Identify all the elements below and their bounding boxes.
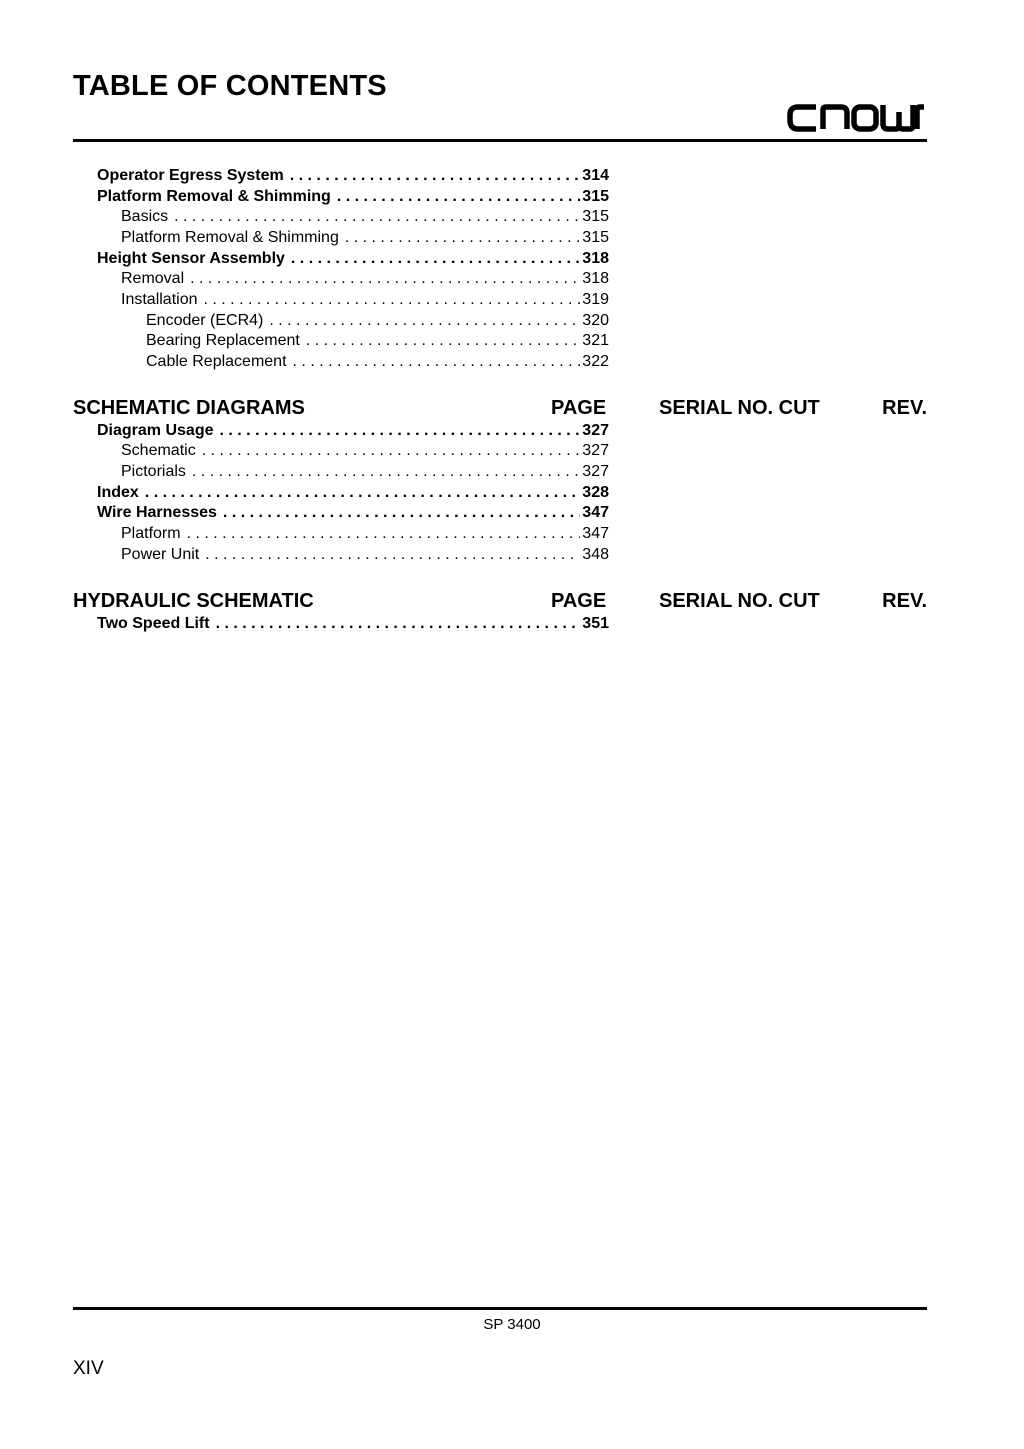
dot-leader [202,441,581,461]
toc-entry-label: Installation [121,291,198,308]
dot-leader [204,290,581,310]
dot-leader [291,249,580,269]
toc-entry-page: 315 [582,208,609,225]
toc-entry[interactable] [97,614,609,634]
dot-leader [337,187,580,207]
toc-entry-page: 315 [582,229,609,246]
toc-entry-label: Operator Egress System [97,167,284,184]
toc-entry-label: Encoder (ECR4) [146,312,264,329]
dot-leader [192,462,580,482]
toc-entry-page: 314 [582,167,609,184]
toc-entry[interactable] [97,503,609,523]
toc-entry[interactable] [121,545,609,565]
toc-entry-label: Height Sensor Assembly [97,250,285,267]
toc-entry[interactable] [121,207,609,227]
toc-entry[interactable] [121,290,609,310]
serial-column-header: SERIAL NO. CUT [659,397,820,419]
toc-entry[interactable] [121,269,609,289]
crown-logo [786,100,928,134]
header-divider [73,139,927,142]
toc-entry-page: 327 [582,463,609,480]
toc-entry-page: 318 [582,270,609,287]
rev-column-header: REV. [882,397,927,419]
dot-leader [190,269,580,289]
toc-entry[interactable] [146,311,609,331]
toc-entry[interactable] [121,228,609,248]
toc-entry[interactable] [121,462,609,482]
toc-entry-label: Cable Replacement [146,353,287,370]
serial-column-header: SERIAL NO. CUT [659,590,820,612]
toc-entry-page: 319 [582,291,609,308]
toc-entry-label: Platform Removal & Shimming [97,188,331,205]
toc-entry-page: 347 [582,504,609,521]
toc-entry-label: Two Speed Lift [97,615,210,632]
section-title: HYDRAULIC SCHEMATIC [73,590,314,612]
toc-entry[interactable] [97,483,609,503]
section-header [73,397,927,423]
toc-entry-page: 315 [582,188,609,205]
footer-divider [73,1307,927,1310]
dot-leader [205,545,580,565]
dot-leader [293,352,581,372]
toc-entry-label: Platform Removal & Shimming [121,229,339,246]
dot-leader [345,228,580,248]
rev-column-header: REV. [882,590,927,612]
toc-entry-page: 321 [582,332,609,349]
toc-entry-label: Pictorials [121,463,186,480]
dot-leader [269,311,580,331]
toc-entry-page: 322 [582,353,609,370]
toc-entry-label: Basics [121,208,169,225]
toc-entry[interactable] [97,421,609,441]
toc-entry-page: 348 [582,546,609,563]
toc-entry-label: Index [97,484,139,501]
toc-entry-label: Diagram Usage [97,422,214,439]
toc-entry-page: 351 [582,615,609,632]
section-title: SCHEMATIC DIAGRAMS [73,397,305,419]
dot-leader [174,207,580,227]
page-title: TABLE OF CONTENTS [73,70,387,102]
toc-entry[interactable] [146,331,609,351]
toc-entry-label: Bearing Replacement [146,332,300,349]
toc-entry[interactable] [121,441,609,461]
toc-entry[interactable] [97,187,609,207]
dot-leader [216,614,581,634]
toc-entry-label: Removal [121,270,185,287]
page-number: XIV [73,1358,104,1379]
toc-entry-page: 328 [582,484,609,501]
page-column-header: PAGE [551,590,607,612]
toc-entry-label: Wire Harnesses [97,504,217,521]
toc-entry[interactable] [121,524,609,544]
toc-entry-label: Schematic [121,442,196,459]
toc-entry-page: 327 [582,422,609,439]
dot-leader [145,483,581,503]
toc-entry-page: 320 [582,312,609,329]
toc-entry-page: 327 [582,442,609,459]
document-code: SP 3400 [483,1316,541,1333]
toc-entry[interactable] [97,249,609,269]
dot-leader [290,166,581,186]
dot-leader [306,331,580,351]
toc-entry-label: Power Unit [121,546,200,563]
toc-entry-page: 347 [582,525,609,542]
toc-entry-label: Platform [121,525,181,542]
dot-leader [187,524,581,544]
toc-entry[interactable] [146,352,609,372]
dot-leader [223,503,580,523]
dot-leader [220,421,581,441]
page-column-header: PAGE [551,397,607,419]
section-header [73,590,927,616]
toc-entry-page: 318 [582,250,609,267]
toc-entry[interactable] [97,166,609,186]
